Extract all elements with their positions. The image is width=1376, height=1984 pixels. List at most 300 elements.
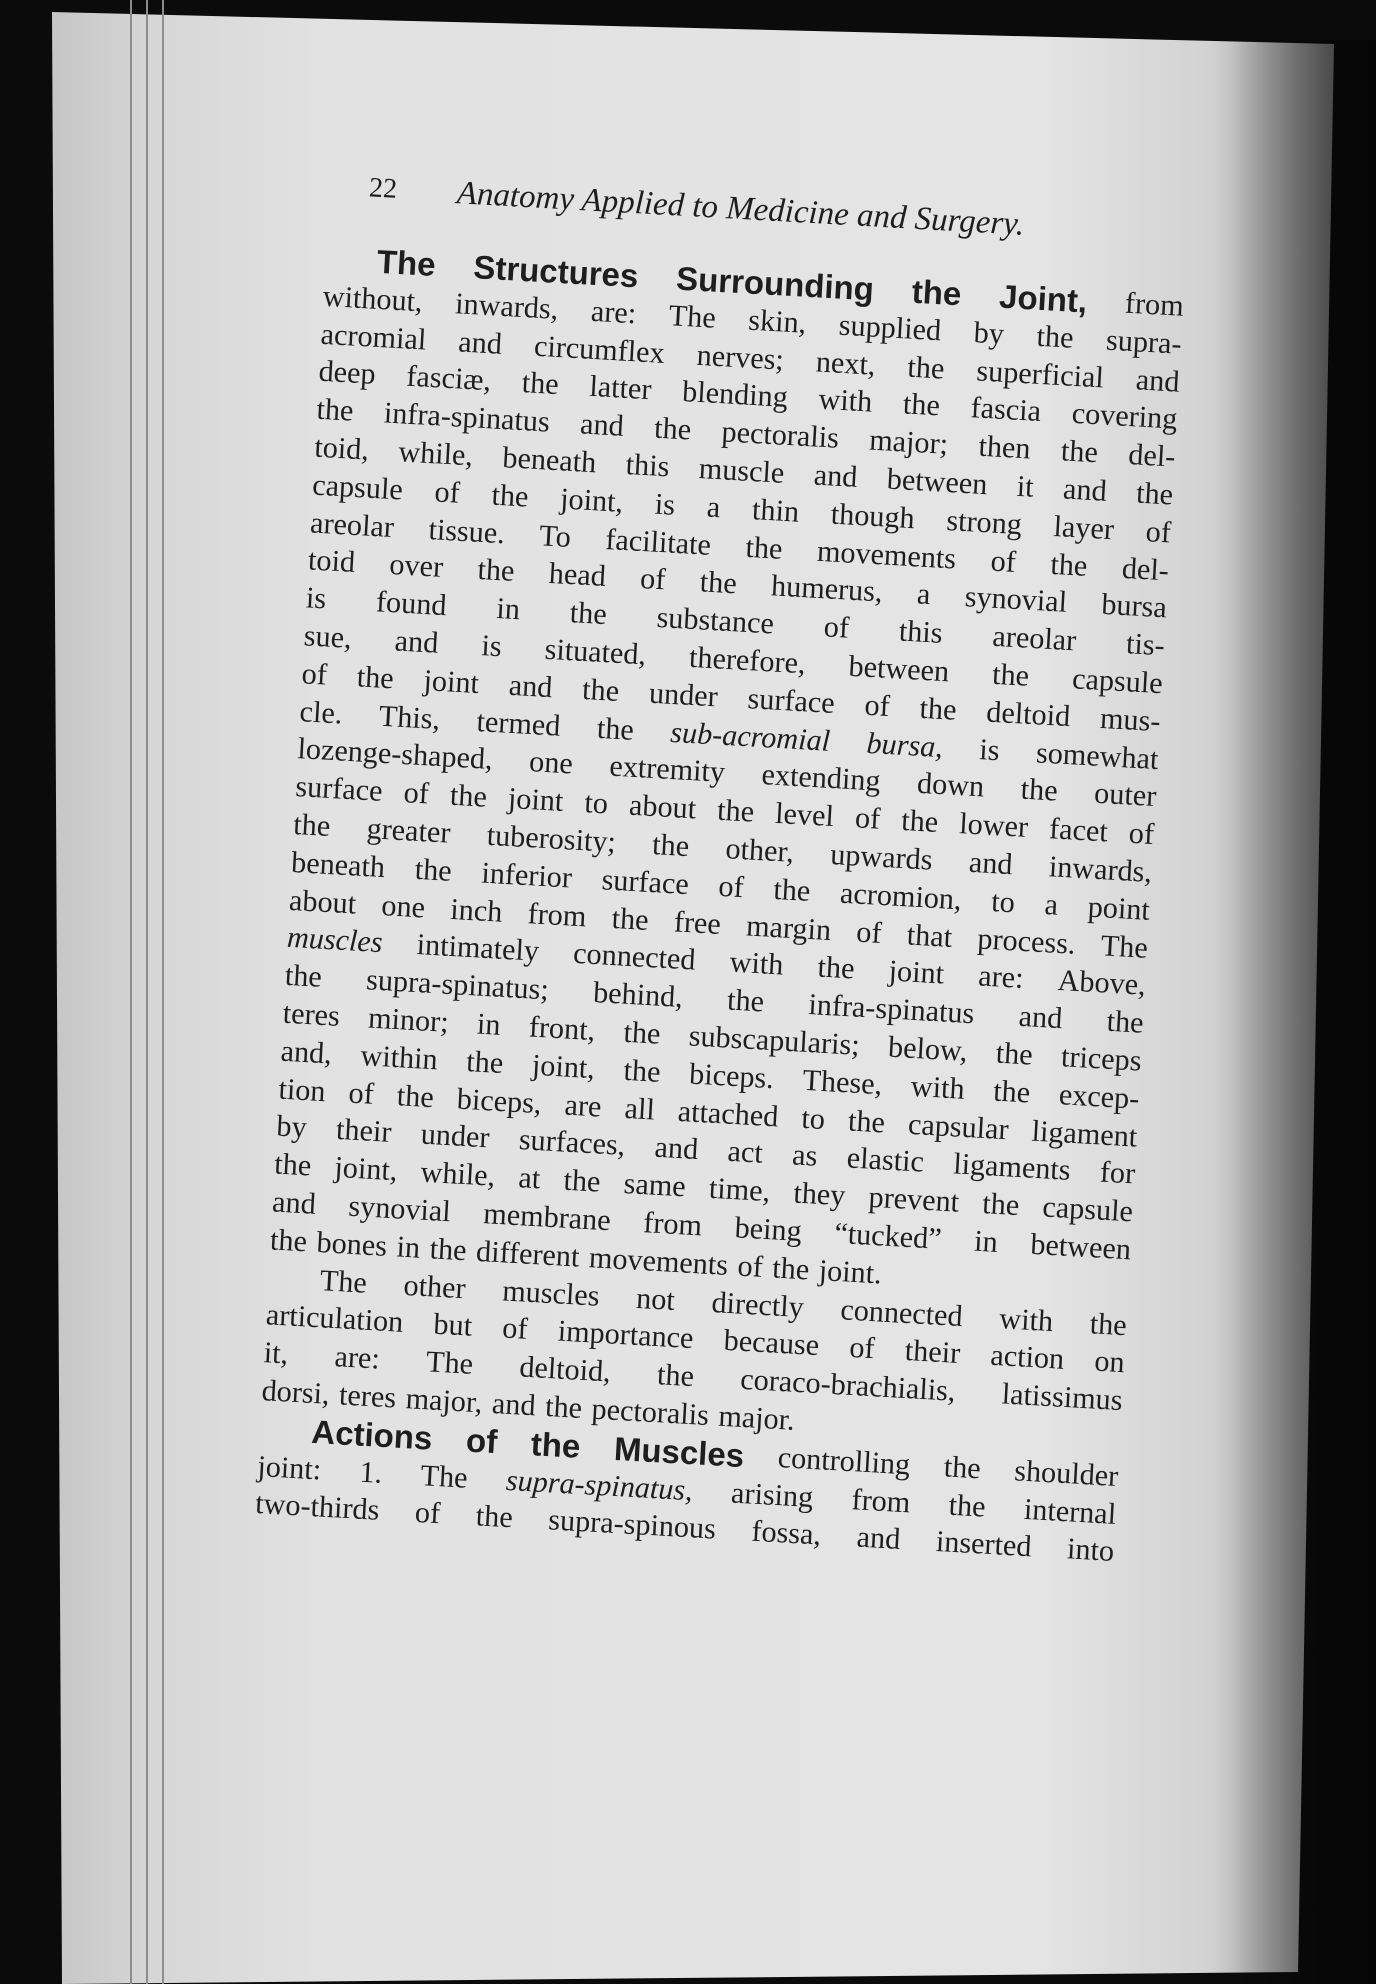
word: behind,	[592, 975, 684, 1015]
word: and	[457, 324, 503, 361]
word: are:	[977, 958, 1025, 996]
word: supra-spinatus;	[365, 962, 550, 1007]
word: of	[300, 656, 328, 692]
word: biceps.	[688, 1056, 775, 1095]
word: membrane	[482, 1196, 612, 1238]
word: tissue.	[427, 511, 506, 550]
word: layer	[1052, 508, 1115, 547]
word: is	[654, 486, 677, 522]
word: the	[991, 656, 1031, 693]
word: the	[994, 1035, 1034, 1072]
word: importance	[556, 1313, 695, 1356]
word: covering	[1070, 396, 1179, 437]
word: of	[848, 1330, 876, 1366]
word: directly	[710, 1284, 805, 1324]
word: major;	[868, 422, 950, 462]
word: joint:	[256, 1448, 323, 1487]
word: skin,	[747, 302, 808, 340]
heading-word: the	[529, 1424, 582, 1465]
word: the	[449, 777, 488, 814]
word: the	[622, 1014, 662, 1051]
word: below,	[887, 1029, 969, 1068]
word: same	[622, 1166, 687, 1204]
word: other	[402, 1267, 467, 1305]
word: without,	[322, 278, 424, 319]
word: to	[800, 1100, 826, 1136]
word: prevent	[867, 1179, 961, 1219]
word: subscapularis;	[687, 1018, 861, 1062]
word: supplied	[838, 307, 943, 348]
running-title: Anatomy Applied to Medicine and Surgery.	[455, 175, 1026, 243]
word: then	[977, 428, 1032, 466]
word: head	[547, 556, 607, 594]
word: with	[728, 944, 785, 982]
word: infra-spinatus	[383, 395, 551, 439]
word: articulation	[265, 1297, 405, 1340]
word: at	[517, 1160, 542, 1196]
word: over	[388, 547, 445, 585]
word: different	[475, 1233, 581, 1274]
word: of	[402, 775, 430, 811]
word: the	[716, 792, 756, 829]
word: extremity	[608, 748, 726, 790]
word: connected	[839, 1291, 964, 1333]
word: lozenge-shaped,	[296, 731, 494, 777]
word: synovial	[963, 579, 1068, 620]
word: the	[396, 1077, 435, 1114]
word: of	[414, 1495, 442, 1531]
word: beneath	[290, 844, 387, 884]
word: they	[792, 1175, 847, 1213]
word: to	[990, 883, 1016, 920]
word: joint	[507, 781, 565, 819]
word: within	[359, 1037, 439, 1077]
word: the	[653, 410, 693, 447]
text-block	[243, 170, 1189, 1776]
word: These,	[801, 1062, 884, 1101]
word: free	[673, 903, 722, 941]
word: the	[698, 564, 738, 601]
word: greater	[365, 811, 452, 850]
word: joint	[887, 953, 946, 991]
word: and	[1135, 361, 1181, 399]
italic-word: sub-acromial	[669, 714, 832, 758]
word: surface	[294, 769, 384, 809]
word: the	[1019, 771, 1059, 808]
word: surface	[600, 862, 690, 901]
word: are:	[333, 1339, 381, 1376]
word: the	[1088, 1305, 1128, 1342]
word: because	[722, 1323, 821, 1363]
heading-word: Surrounding	[675, 259, 875, 308]
word: the	[610, 900, 650, 937]
word: latter	[588, 369, 653, 407]
word: the	[273, 1146, 313, 1183]
word: the	[562, 1162, 602, 1199]
word: the	[744, 529, 784, 566]
word: triceps	[1060, 1039, 1143, 1078]
word: somewhat	[1035, 734, 1160, 776]
word: one	[528, 744, 574, 781]
word: areolar	[309, 505, 395, 544]
word: ligament	[1030, 1113, 1139, 1154]
word: and	[507, 667, 554, 704]
word: about	[628, 787, 698, 826]
word: this	[624, 446, 671, 484]
word: the	[942, 1449, 982, 1486]
word: muscles	[501, 1272, 601, 1313]
word: mus-	[1099, 700, 1162, 738]
word: of	[736, 1248, 764, 1284]
word: areolar	[991, 618, 1078, 658]
word: of	[347, 1075, 375, 1111]
word: The	[1100, 927, 1149, 965]
word: arising	[730, 1474, 815, 1514]
word: circumflex	[533, 328, 666, 370]
word: the	[520, 365, 560, 402]
word: substance	[655, 600, 775, 641]
word: level	[774, 796, 835, 834]
word: the	[476, 552, 516, 589]
word: surfaces,	[518, 1122, 627, 1163]
word: with	[817, 382, 874, 419]
word: the	[947, 1487, 987, 1524]
word: facilitate	[604, 521, 712, 562]
word: del-	[1127, 437, 1177, 474]
word: of	[717, 868, 745, 904]
word: the	[847, 1102, 886, 1139]
word: capsule	[1041, 1189, 1134, 1229]
word: del-	[1121, 550, 1170, 588]
word: from	[850, 1481, 912, 1519]
word: the	[596, 710, 635, 747]
word: between	[1029, 1226, 1132, 1267]
word: one	[380, 887, 427, 924]
word: joint,	[531, 1047, 596, 1085]
word: cle.	[298, 693, 344, 731]
heading-word: Muscles	[613, 1429, 746, 1474]
word: upwards	[829, 836, 934, 877]
word: supra-spinous	[547, 1502, 717, 1546]
word: shoulder	[1013, 1452, 1120, 1493]
word: lower	[958, 806, 1030, 845]
word: between	[886, 461, 989, 502]
word: while,	[419, 1154, 497, 1193]
word: elastic	[845, 1140, 925, 1180]
word: superficial	[975, 353, 1105, 395]
word: The	[425, 1344, 475, 1381]
word: next,	[815, 344, 877, 382]
word: joint,	[333, 1149, 399, 1188]
word: bursa	[1100, 587, 1168, 625]
word: the	[490, 477, 530, 514]
word: joint,	[559, 481, 625, 519]
word: the	[544, 1388, 584, 1425]
word: internal	[1023, 1491, 1118, 1531]
word: the	[315, 391, 355, 428]
word: coraco-brachialis,	[739, 1361, 957, 1408]
word: capsule	[311, 467, 404, 507]
word: of	[433, 474, 461, 510]
word: the	[981, 1186, 1021, 1223]
word: bones	[315, 1224, 388, 1263]
word: and	[271, 1184, 317, 1221]
word: pectoralis	[720, 414, 840, 455]
word: and	[968, 844, 1014, 882]
word: sue,	[303, 618, 353, 655]
word: nerves;	[695, 337, 785, 377]
word: tuberosity;	[485, 817, 617, 859]
word: situated,	[543, 631, 648, 672]
word: dorsi,	[260, 1373, 331, 1411]
heading-word: of	[465, 1421, 499, 1460]
word: margin	[745, 907, 833, 947]
word: fasciæ,	[405, 359, 493, 398]
word: strong	[945, 502, 1023, 541]
word: and	[491, 1385, 537, 1423]
word: minor;	[367, 1000, 450, 1039]
word: it,	[262, 1335, 290, 1371]
word: the	[428, 1230, 468, 1268]
word: though	[830, 496, 916, 535]
word: other,	[724, 831, 795, 869]
page-edge-line	[130, 0, 132, 1984]
word: are:	[590, 293, 638, 331]
word: in	[476, 1006, 502, 1042]
word: Above,	[1056, 963, 1147, 1003]
word: the	[1049, 546, 1089, 583]
word: inwards,	[1048, 849, 1153, 889]
word: the	[622, 1052, 662, 1089]
word: termed	[475, 703, 562, 743]
word: process.	[976, 920, 1077, 961]
italic-word: muscles	[286, 920, 384, 960]
word: of	[1144, 513, 1172, 550]
page-number: 22	[368, 172, 398, 205]
word: major.	[717, 1398, 796, 1437]
word: the	[1105, 1003, 1145, 1040]
word: the	[992, 1073, 1032, 1110]
word: of	[854, 800, 882, 836]
word: is	[978, 731, 1001, 767]
word: deep	[317, 354, 377, 392]
word: for	[1099, 1154, 1137, 1191]
word: the	[413, 851, 453, 888]
word: controlling	[776, 1439, 912, 1482]
word: joint	[422, 662, 480, 700]
word: about	[288, 882, 358, 921]
word: the	[656, 1357, 695, 1394]
word: down	[916, 766, 986, 804]
word: from	[526, 895, 588, 933]
word: humerus,	[770, 568, 884, 609]
word: and	[1017, 998, 1064, 1036]
word: act	[726, 1134, 764, 1170]
word: and	[393, 623, 440, 660]
word: as	[791, 1137, 819, 1174]
binding-shadow	[1230, 40, 1376, 1984]
word: the	[651, 827, 691, 864]
word: facet	[1048, 811, 1109, 849]
word: is	[480, 628, 503, 664]
word: outer	[1093, 776, 1158, 814]
word: and	[579, 406, 625, 443]
word: their	[904, 1333, 962, 1371]
word: tion	[277, 1071, 327, 1108]
word: beneath	[501, 440, 598, 480]
word: a	[1043, 886, 1060, 922]
word: the	[906, 349, 946, 386]
word: their	[335, 1112, 393, 1150]
heading-word: Joint,	[998, 277, 1089, 320]
word: 1.	[358, 1454, 384, 1490]
word: the	[918, 690, 958, 727]
word: “tucked”	[833, 1215, 943, 1256]
word: the	[1135, 475, 1175, 512]
word: attached	[677, 1093, 780, 1134]
word: deltoid	[985, 694, 1072, 733]
word: teres	[281, 995, 341, 1033]
word: being	[733, 1210, 803, 1248]
word: not	[635, 1280, 676, 1317]
word: To	[538, 517, 572, 554]
word: excep-	[1058, 1076, 1141, 1116]
word: all	[623, 1090, 656, 1127]
word: tis-	[1125, 626, 1166, 663]
word: time,	[708, 1170, 772, 1209]
word: the	[355, 659, 395, 696]
word: the	[900, 803, 940, 840]
word: ligaments	[952, 1146, 1072, 1188]
word: the	[284, 957, 323, 994]
word: the	[568, 595, 608, 632]
word: this	[898, 613, 944, 651]
word: and	[812, 457, 859, 494]
word: by	[972, 315, 1005, 351]
word: blending	[681, 374, 789, 415]
word: under	[419, 1116, 491, 1155]
word: the	[726, 982, 766, 1019]
word: The	[319, 1262, 368, 1300]
page-edge-line	[146, 0, 148, 1984]
word: of	[501, 1310, 529, 1347]
word: into	[1066, 1531, 1116, 1569]
body-text	[254, 240, 1184, 1571]
word: therefore,	[688, 639, 807, 681]
word: in	[973, 1223, 999, 1259]
word: to	[583, 785, 609, 821]
word: inferior	[480, 855, 573, 895]
word: found	[375, 584, 448, 623]
word: inserted	[935, 1524, 1033, 1564]
word: front,	[528, 1009, 597, 1048]
word: latissimus	[1000, 1376, 1124, 1418]
word: The	[419, 1457, 469, 1495]
word: are	[563, 1087, 603, 1124]
word: the	[292, 806, 332, 843]
word: of	[639, 561, 667, 597]
heading-word: Structures	[472, 248, 640, 295]
word: of	[855, 914, 883, 950]
word: the	[772, 871, 812, 908]
word: from	[642, 1205, 703, 1243]
word: of	[822, 609, 850, 645]
word: the	[1035, 318, 1075, 355]
heading-word: The	[375, 242, 437, 284]
word: fossa,	[750, 1513, 823, 1552]
word: inch	[449, 891, 504, 929]
word: thin	[751, 491, 801, 529]
word: movements	[588, 1239, 730, 1282]
word: two-thirds	[254, 1486, 381, 1528]
word: on	[1093, 1343, 1126, 1380]
word: deltoid,	[518, 1349, 612, 1389]
word: movements	[816, 533, 958, 576]
word: is	[305, 580, 328, 616]
word: and	[855, 1519, 902, 1557]
word: toid,	[313, 429, 370, 467]
word: point	[1086, 889, 1151, 927]
word: supra-	[1105, 322, 1183, 361]
word: of	[863, 687, 891, 723]
word: a	[706, 489, 722, 525]
word: by	[275, 1108, 308, 1145]
word: in	[495, 591, 521, 627]
heading-word: Actions	[310, 1412, 434, 1457]
word: joint.	[817, 1252, 883, 1291]
word: major,	[404, 1381, 484, 1420]
word: with	[998, 1300, 1055, 1338]
italic-word: supra-spinatus,	[505, 1462, 694, 1507]
word: intimately	[415, 927, 540, 969]
word: the	[902, 386, 941, 423]
word: capsule	[1071, 661, 1164, 701]
word: muscle	[698, 451, 786, 490]
word: of	[989, 543, 1017, 579]
word: connected	[572, 936, 697, 977]
word: the	[474, 1498, 514, 1535]
word: surface	[746, 680, 836, 720]
word: extending	[760, 757, 882, 799]
word: the	[581, 671, 621, 708]
word: between	[847, 648, 951, 689]
word: the	[816, 949, 856, 986]
word: fascia	[969, 390, 1043, 429]
word: from	[1124, 285, 1185, 323]
word: the	[771, 1250, 811, 1287]
word: biceps,	[456, 1081, 543, 1120]
word: toid	[307, 542, 357, 580]
word: while,	[397, 434, 474, 473]
word: but	[432, 1306, 474, 1344]
italic-word: bursa,	[865, 725, 944, 764]
word: of	[1128, 815, 1156, 852]
word: The	[667, 297, 717, 335]
page-edge-line	[162, 0, 164, 1984]
word: This,	[378, 698, 442, 736]
word: in	[395, 1229, 422, 1265]
word: a	[916, 576, 932, 612]
word: acromial	[319, 316, 428, 357]
word: and	[653, 1130, 700, 1167]
word: and,	[279, 1033, 333, 1071]
word: the	[1060, 433, 1099, 470]
word: and	[1062, 471, 1108, 508]
word: pectoralis	[590, 1391, 710, 1432]
word: the	[465, 1043, 505, 1080]
word: teres	[338, 1377, 398, 1415]
word: it	[1015, 468, 1035, 504]
